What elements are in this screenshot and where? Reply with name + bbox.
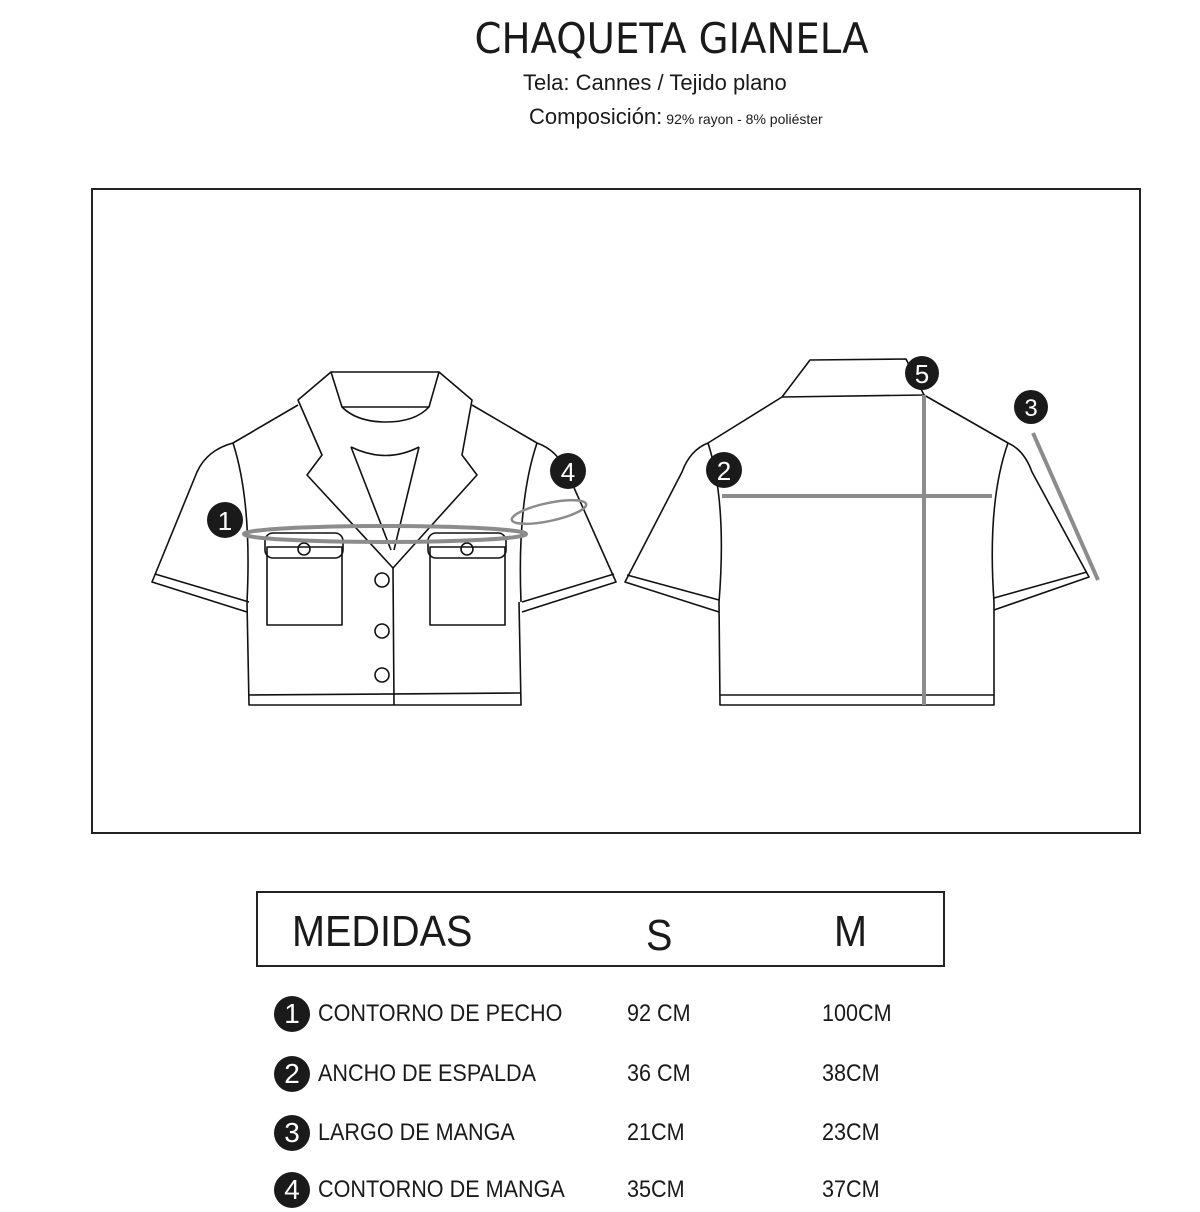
marker-5-icon: [905, 356, 939, 390]
row-label: ANCHO DE ESPALDA: [318, 1060, 537, 1087]
measurements-table-header: [256, 891, 945, 967]
row-number-badge: 4: [274, 1172, 310, 1208]
row-value-m: 100CM: [822, 1000, 892, 1027]
row-number-badge: 2: [274, 1056, 310, 1092]
svg-text:1: 1: [217, 506, 233, 536]
marker-3-icon: [1014, 390, 1048, 424]
page-title: CHAQUETA GIANELA: [474, 14, 869, 63]
garment-flat-sketch: [2, 2, 1200, 902]
row-value-s: 21CM: [627, 1119, 685, 1146]
row-value-m: 37CM: [822, 1176, 880, 1203]
composition-label: Composición:: [529, 104, 663, 129]
marker-1-icon: [207, 502, 243, 538]
row-number-badge: 3: [274, 1115, 310, 1151]
svg-text:3: 3: [1024, 395, 1038, 422]
row-value-s: 92 CM: [627, 1000, 691, 1027]
svg-text:2: 2: [716, 456, 732, 486]
front-view: [152, 372, 616, 705]
table-row: [0, 996, 1200, 1036]
row-number-badge: 1: [274, 996, 310, 1032]
technical-drawing-frame: [91, 188, 1141, 834]
row-label: LARGO DE MANGA: [318, 1119, 515, 1146]
svg-text:5: 5: [914, 359, 930, 389]
row-value-s: 36 CM: [627, 1060, 691, 1087]
table-row: [0, 1172, 1200, 1212]
fabric-line: Tela: Cannes / Tejido plano: [523, 70, 787, 95]
header-medidas: MEDIDAS: [292, 907, 473, 956]
header-size-s: S: [646, 911, 673, 960]
row-value-m: 23CM: [822, 1119, 880, 1146]
row-value-m: 38CM: [822, 1060, 880, 1087]
header-size-m: M: [834, 907, 867, 956]
table-row: [0, 1056, 1200, 1096]
row-value-s: 35CM: [627, 1176, 685, 1203]
marker-4-icon: [550, 453, 586, 489]
composition-value: 92% rayon - 8% poliéster: [666, 111, 823, 127]
marker-2-icon: [706, 452, 742, 488]
table-row: [0, 1115, 1200, 1155]
svg-text:4: 4: [560, 457, 576, 487]
row-label: CONTORNO DE MANGA: [318, 1176, 565, 1203]
row-label: CONTORNO DE PECHO: [318, 1000, 563, 1027]
measure-markers: [207, 356, 1048, 538]
